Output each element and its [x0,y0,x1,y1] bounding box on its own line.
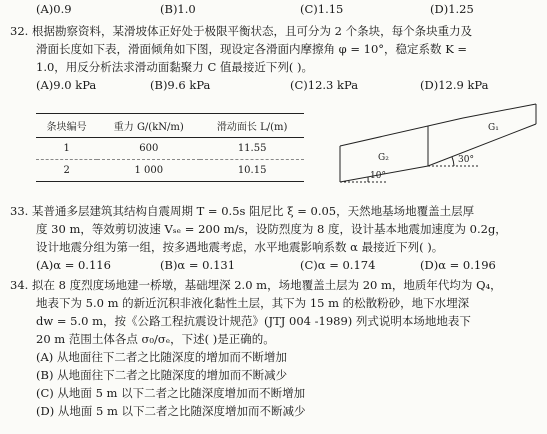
table-cell: 1 000 [97,160,200,182]
landslide-figure [328,98,543,193]
q33-line-3: 设计地震分组为第一组，按多遇地震考虑，水平地震影响系数 α 最接近下列( )。 [36,240,444,254]
table-cell: 11.55 [200,138,304,160]
g1-label: G₁ [488,123,499,133]
q32-option-a: (A)9.0 kPa [36,78,97,92]
q33-option-b: (B)α = 0.131 [160,258,236,272]
q34-option-d: (D) 从地面 5 m 以下二者之比随深度增加而不断减少 [36,404,306,418]
q33-line-1: 33. 某普通多层建筑其结构自震周期 T = 0.5s 阻尼比 ξ = 0.05，天然地基场地覆盖土层厚 [10,204,475,218]
prev-option-a: (A)0.9 [36,2,72,16]
table-cell: 10.15 [200,160,304,182]
table-row [36,160,304,182]
q32-line-3: 1.0，用反分析法求滑动面黏聚力 C 值最接近下列( )。 [36,60,314,74]
prev-option-b: (B)1.0 [160,2,196,16]
q34-option-c: (C) 从地面 5 m 以下二者之比随深度增加而不断增加 [36,386,306,400]
g2-label: G₂ [378,153,389,163]
slope-surface-line [340,104,536,146]
table-cell: 2 [36,160,97,182]
table-header: 滑动面长 L/(m) [200,114,304,138]
q34-option-b: (B) 从地面往下二者之比随深度的增加而不断减少 [36,368,288,382]
q33-option-a: (A)α = 0.116 [36,258,111,272]
table-row [36,138,304,160]
q32-line-2: 滑面长度如下表，滑面倾角如下图，现设定各滑面内摩擦角 φ = 10°，稳定系数 K = [36,42,468,56]
angle-30-label: 30° [458,155,474,165]
q34-line-4: 20 m 范围土体各点 σ₀/σₑ，下述( )是正确的。 [36,332,275,346]
prev-option-d: (D)1.25 [430,2,474,16]
angle-arc-30 [452,157,454,166]
q32-option-c: (C)12.3 kPa [290,78,359,92]
angle-10-label: 10° [370,171,386,181]
q33-line-2: 度 30 m，等效剪切波速 Vₛₑ = 200 m/s，设防烈度为 8 度，设计基本地震加速度为 0.2g， [36,222,507,236]
table-cell: 1 [36,138,97,160]
q32-option-b: (B)9.6 kPa [150,78,211,92]
table-header: 条块编号 [36,114,97,138]
prev-option-c: (C)1.15 [300,2,344,16]
q32-option-d: (D)12.9 kPa [420,78,489,92]
q34-line-2: 地表下为 5.0 m 的新近沉积非液化黏性土层，其下为 15 m 的松散粉砂，地下水埋深 [36,296,470,310]
table-header: 重力 G/(kN/m) [97,114,200,138]
q33-option-d: (D)α = 0.196 [420,258,496,272]
q32-line-1: 32. 根据勘察资料，某滑坡体正好处于极限平衡状态，且可分为 2 个条块，每个条块重力及 [10,24,473,38]
table-cell: 600 [97,138,200,160]
slip-block-table [36,113,304,182]
q33-option-c: (C)α = 0.174 [300,258,376,272]
q34-line-3: dw = 5.0 m，按《公路工程抗震设计规范》(JTJ 004 -1989) 列式说明本场地地表下 [36,314,471,328]
slip-surface-block1 [428,124,536,166]
q34-line-1: 34. 拟在 8 度烈度场地建一桥墩，基础埋深 2.0 m，场地覆盖土层为 20 m，地质年代均为 Q₄， [10,278,502,292]
q34-option-a: (A) 从地面往下二者之比随深度的增加而不断增加 [36,350,287,364]
